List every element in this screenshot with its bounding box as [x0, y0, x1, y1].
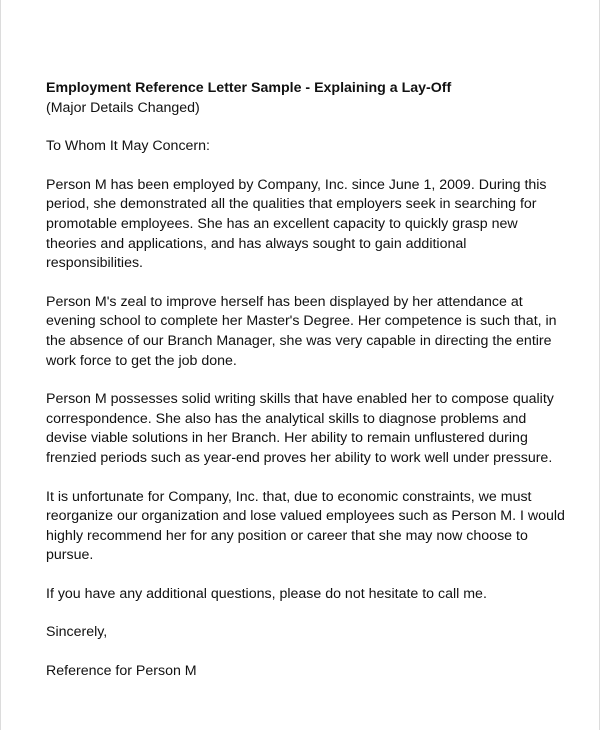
paragraph-contact: If you have any additional questions, please do not hesitate to call me. [46, 585, 487, 602]
paragraph-education: Person M's zeal to improve herself has been displayed by her attendance at evening school to complete her Master's Degree. Her competence is such that, in the absence of our Branch Manager, she was very capable in directing the entire work force to get the job done. [46, 293, 557, 369]
letter-title: Employment Reference Letter Sample - Explaining a Lay-Off [46, 80, 452, 96]
letter-subtitle: (Major Details Changed) [46, 99, 200, 116]
letter-body [46, 79, 566, 701]
letter-signature: Reference for Person M [46, 663, 197, 680]
paragraph-skills: Person M possesses solid writing skills that have enabled her to compose quality correspondence. She also has the analytical skills to diagnose problems and devise viable solutions in her Branch. Her ability to remain unflustered during frenzied periods such as year-end proves her ability to work well under pressure. [46, 391, 554, 466]
letter-greeting: To Whom It May Concern: [46, 138, 210, 155]
paragraph-employment: Person M has been employed by Company, Inc. since June 1, 2009. During this period, she demonstrated all the qualities that employers seek in searching for promotable employees. She has an excellent capacity to quickly grasp new theories and applications, and has always sought to gain additional responsibilities. [46, 176, 547, 272]
letter-closing: Sincerely, [46, 624, 108, 641]
paragraph-layoff: It is unfortunate for Company, Inc. that, due to economic constraints, we must reorganize our organization and lose valued employees such as Person M. I would highly recommend her for any position or career that she may now choose to pursue. [46, 488, 565, 564]
